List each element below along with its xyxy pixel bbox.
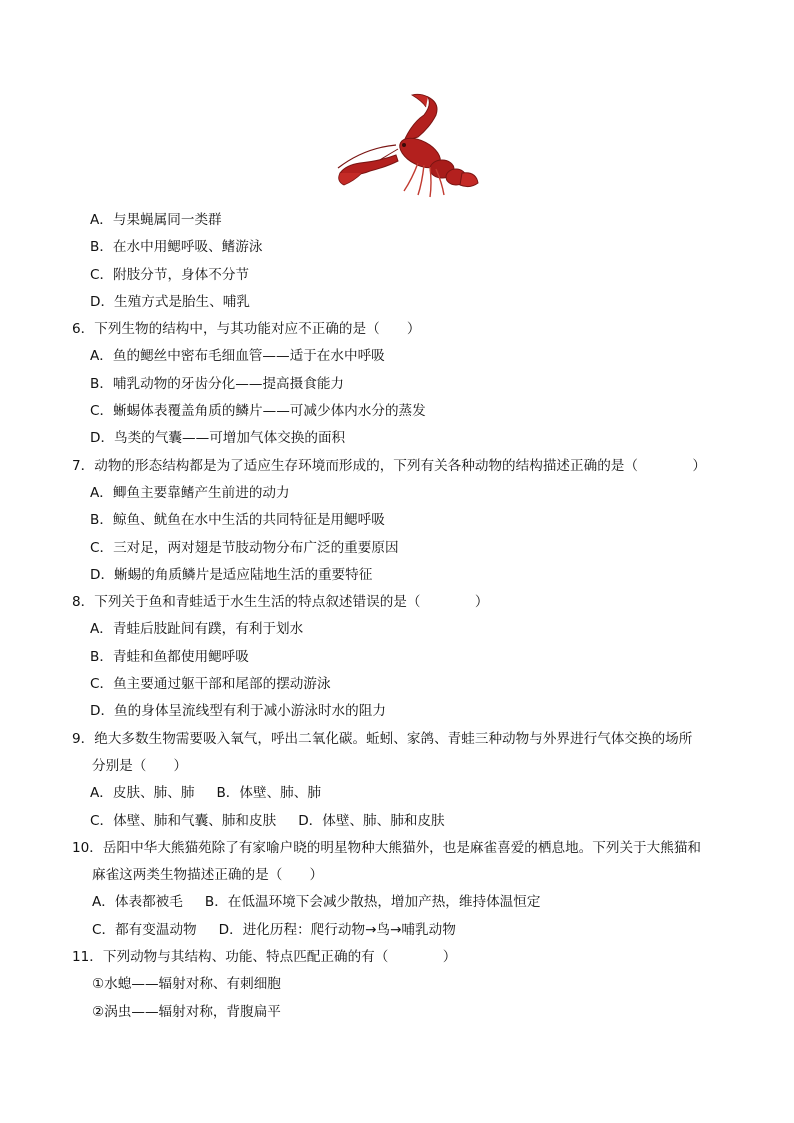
- q10-options-row2: [72, 917, 752, 944]
- q10-option-d: D．进化历程：爬行动物→鸟→哺乳动物: [218, 921, 456, 938]
- q9-option-c: C．体壁、肺和气囊、肺和皮肤: [90, 812, 277, 829]
- q6-option-c: C．蜥蜴体表覆盖角质的鳞片——可减少体内水分的蒸发: [90, 403, 426, 420]
- q5-option-a: A．与果蝇属同一类群: [90, 212, 222, 228]
- q7-stem: 7．动物的形态结构都是为了适应生存环境而形成的，下列有关各种动物的结构描述正确的是（ ）: [72, 457, 706, 474]
- q11-item-1: ①水螅——辐射对称、有刺细胞: [92, 976, 281, 993]
- q6-option-d: D．鸟类的气囊——可增加气体交换的面积: [90, 430, 346, 447]
- q8-stem: 8．下列关于鱼和青蛙适于水生生活的特点叙述错误的是（ ）: [72, 594, 489, 611]
- q7-option-c: C．三对足，两对翅是节肢动物分布广泛的重要原因: [90, 539, 399, 556]
- q6-option-a: A．鱼的鳃丝中密布毛细血管——适于在水中呼吸: [90, 348, 385, 365]
- q9-option-d: D．体壁、肺、肺和皮肤: [298, 812, 445, 829]
- q8-option-d: D．鱼的身体呈流线型有利于减小游泳时水的阻力: [90, 703, 386, 720]
- q5-option-c: C．附肢分节，身体不分节: [90, 266, 250, 283]
- q10-stem-line1: 10．岳阳中华大熊猫苑除了有家喻户晓的明星物种大熊猫外，也是麻雀喜爱的栖息地。下列关于大熊猫和: [72, 839, 702, 856]
- q5-option-b: B．在水中用鳃呼吸、鳍游泳: [90, 239, 263, 256]
- crayfish-image: [334, 93, 480, 201]
- q9-stem-line1: 9．绝大多数生物需要吸入氧气，呼出二氧化碳。蚯蚓、家鸽、青蛙三种动物与外界进行气体交换的场所: [72, 730, 693, 747]
- q9-option-a: A．皮肤、肺、肺: [90, 785, 195, 802]
- q7-option-d: D．蜥蜴的角质鳞片是适应陆地生活的重要特征: [90, 566, 373, 583]
- q10-options-row1: [72, 889, 752, 916]
- q7-option-b: B．鲸鱼、鱿鱼在水中生活的共同特征是用鳃呼吸: [90, 512, 385, 529]
- q6-stem: 6．下列生物的结构中，与其功能对应不正确的是（ ）: [72, 321, 421, 338]
- q11-stem: 11．下列动物与其结构、功能、特点匹配正确的有（ ）: [72, 949, 457, 966]
- q8-option-b: B．青蛙和鱼都使用鳃呼吸: [90, 648, 249, 665]
- q9-options-row1: [72, 780, 752, 807]
- q9-options-row2: [72, 808, 752, 835]
- q10-option-a: A．体表都被毛: [92, 894, 183, 911]
- q7-option-a: A．鲫鱼主要靠鳍产生前进的动力: [90, 484, 290, 501]
- q6-option-b: B．哺乳动物的牙齿分化——提高摄食能力: [90, 375, 345, 392]
- q11-item-2: ②涡虫——辐射对称，背腹扁平: [92, 1003, 281, 1020]
- q8-option-c: C．鱼主要通过躯干部和尾部的摆动游泳: [90, 676, 331, 693]
- q10-option-b: B．在低温环境下会减少散热，增加产热，维持体温恒定: [204, 894, 541, 911]
- q9-stem-line2: 分别是（ ）: [92, 757, 188, 774]
- question-list: [72, 207, 752, 1026]
- q10-option-c: C．都有变温动物: [92, 921, 197, 938]
- q5-option-d: D．生殖方式是胎生、哺乳: [90, 293, 250, 310]
- q9-option-b: B．体壁、肺、肺: [216, 785, 321, 802]
- q8-option-a: A．青蛙后肢趾间有蹼，有利于划水: [90, 621, 304, 638]
- q10-stem-line2: 麻雀这两类生物描述正确的是（ ）: [92, 867, 324, 884]
